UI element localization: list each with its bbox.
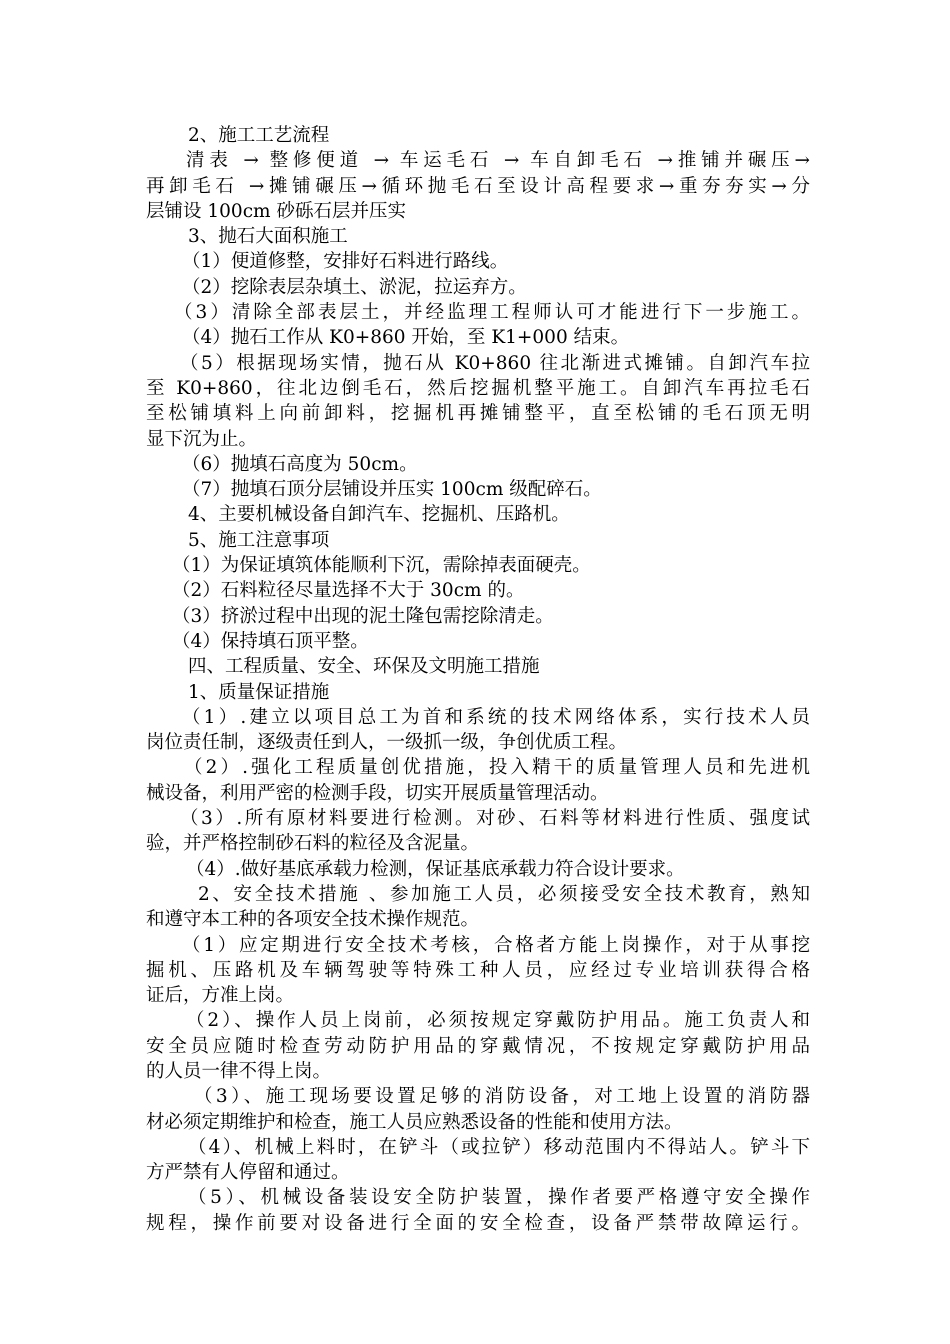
list-item: （3）.所有原材料要进行检测。对砂、石料等材料进行性质、强度试 — [180, 808, 810, 830]
list-item: （6）抛填石高度为 50cm。 — [182, 453, 418, 475]
heading-quality-measures: 1、质量保证措施 — [188, 681, 330, 703]
list-item: （2）.强化工程质量创优措施，投入精干的质量管理人员和先进机 — [184, 757, 810, 779]
paragraph-line: 验，并严格控制砂石料的粒径及含泥量。 — [146, 833, 480, 855]
paragraph-line: 至松铺填料上向前卸料，挖掘机再摊铺整平，直至松铺的毛石顶无明 — [146, 403, 810, 425]
list-item: （4）保持填石顶平整。 — [172, 630, 369, 652]
paragraph-line: 材必须定期维护和检查，施工人员应熟悉设备的性能和使用方法。 — [146, 1111, 683, 1133]
paragraph-line: 岗位责任制，逐级责任到人，一级抓一级，争创优质工程。 — [146, 732, 628, 754]
paragraph-line: 清表 → 整修便道 → 车运毛石 → 车自卸毛石 →推铺并碾压→ — [186, 150, 810, 172]
list-item: （3）挤淤过程中出现的泥土隆包需挖除清走。 — [172, 605, 554, 627]
list-item: （5）根据现场实情，抛石从 K0+860 往北渐进式摊铺。自卸汽车拉 — [180, 352, 810, 374]
paragraph-line: 至 K0+860，往北边倒毛石，然后挖掘机整平施工。自卸汽车再拉毛石 — [146, 377, 810, 399]
list-item: （1）为保证填筑体能顺利下沉，需除掉表面硬壳。 — [172, 555, 591, 577]
list-item: （4）抛石工作从 K0+860 开始，至 K1+000 结束。 — [182, 327, 630, 349]
paragraph-line: 方严禁有人停留和通过。 — [146, 1162, 350, 1184]
heading-safety-measures: 2、安全技术措施 、参加施工人员，必须接受安全技术教育，熟知 — [198, 883, 810, 905]
list-item: （3）清除全部表层土，并经监理工程师认可才能进行下一步施工。 — [174, 302, 810, 324]
list-item: （3）、施工现场要设置足够的消防设备，对工地上设置的消防器 — [194, 1086, 810, 1108]
paragraph-line: 再卸毛石 →摊铺碾压→循环抛毛石至设计高程要求→重夯夯实→分 — [146, 175, 810, 197]
heading-precautions: 5、施工注意事项 — [188, 529, 330, 551]
list-item: （4）、机械上料时，在铲斗（或拉铲）移动范围内不得站人。铲斗下 — [188, 1136, 810, 1158]
heading-main-equipment: 4、主要机械设备自卸汽车、挖掘机、压路机。 — [188, 504, 570, 526]
paragraph-line: 械设备，利用严密的检测手段，切实开展质量管理活动。 — [146, 782, 609, 804]
list-item: （2）挖除表层杂填土、淤泥，拉运弃方。 — [182, 276, 527, 298]
paragraph-line: 层铺设 100cm 砂砾石层并压实 — [146, 200, 406, 222]
paragraph-line: 显下沉为止。 — [146, 428, 258, 450]
list-item: （1）.建立以项目总工为首和系统的技术网络体系，实行技术人员 — [182, 706, 810, 728]
paragraph-line: 证后，方准上岗。 — [146, 985, 295, 1007]
heading-riprap-construction: 3、抛石大面积施工 — [188, 226, 348, 248]
list-item: （1）应定期进行安全技术考核，合格者方能上岗操作，对于从事挖 — [182, 934, 810, 956]
list-item: （2）石料粒径尽量选择不大于 30cm 的。 — [172, 580, 525, 602]
paragraph-line: 的人员一律不得上岗。 — [146, 1060, 332, 1082]
paragraph-line: 和遵守本工种的各项安全技术操作规范。 — [146, 909, 480, 931]
list-item: （2）、操作人员上岗前，必须按规定穿戴防护用品。施工负责人和 — [186, 1010, 810, 1032]
paragraph-line: 安全员应随时检查劳动防护用品的穿戴情况，不按规定穿戴防护用品 — [146, 1035, 810, 1057]
list-item: （4）.做好基底承载力检测，保证基底承载力符合设计要求。 — [186, 858, 685, 880]
heading-section-four: 四、工程质量、安全、环保及文明施工措施 — [188, 656, 540, 678]
list-item: （1）便道修整，安排好石料进行路线。 — [182, 251, 509, 273]
paragraph-line: 掘机、压路机及车辆驾驶等特殊工种人员，应经过专业培训获得合格 — [146, 959, 810, 981]
heading-process-flow: 2、施工工艺流程 — [188, 125, 330, 146]
document-body — [146, 123, 810, 1236]
list-item: （5）、机械设备装设安全防护装置，操作者要严格遵守安全操作 — [188, 1187, 810, 1209]
list-item: （7）抛填石顶分层铺设并压实 100cm 级配碎石。 — [182, 479, 602, 501]
paragraph-line: 规程，操作前要对设备进行全面的安全检查，设备严禁带故障运行。 — [146, 1212, 810, 1234]
